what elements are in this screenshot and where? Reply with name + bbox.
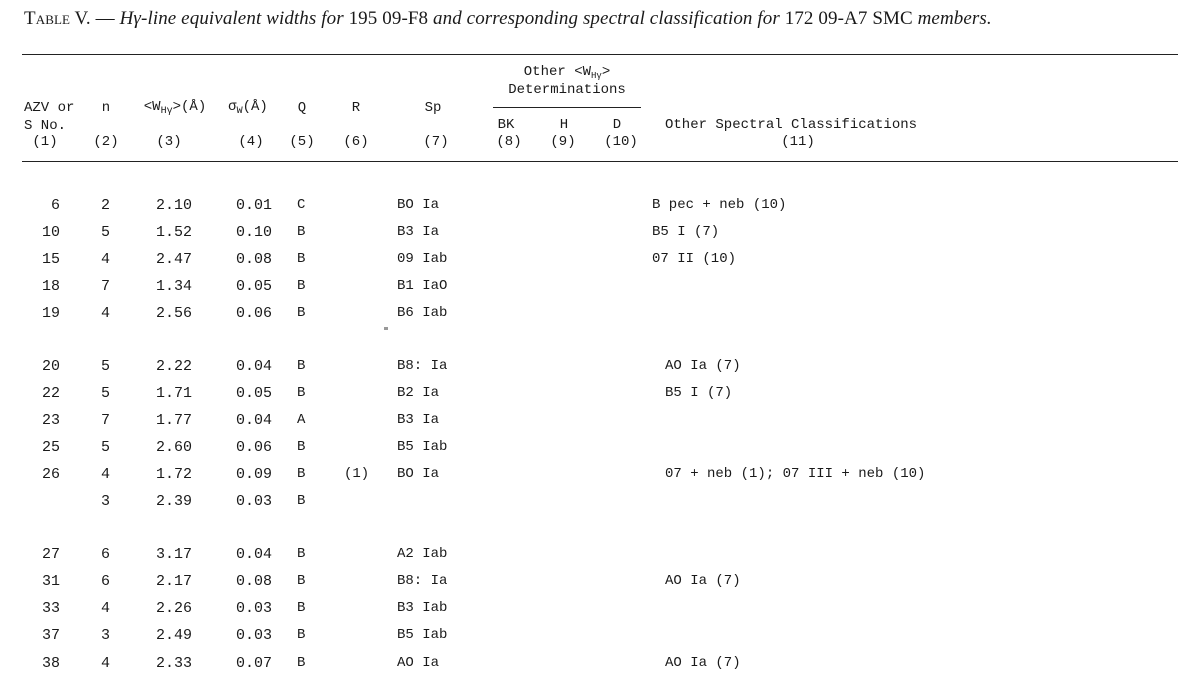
cell-n: 7 <box>101 278 111 295</box>
table-row <box>0 278 1186 298</box>
cell-other-spectral: B5 I (7) <box>665 385 733 401</box>
cell-q: B <box>297 627 306 643</box>
header-n-number: (2) <box>93 134 119 150</box>
cell-other-spectral: 07 II (10) <box>652 251 737 267</box>
caption-range-2: 09-A7 <box>818 8 868 29</box>
cell-q: B <box>297 573 306 589</box>
cell-q: B <box>297 466 306 482</box>
cell-sp: B3 Iab <box>397 600 448 616</box>
header-w-sub: Hγ <box>160 106 173 117</box>
header-w-number: (3) <box>156 134 182 150</box>
cell-n: 5 <box>101 224 111 241</box>
cell-n: 5 <box>101 439 111 456</box>
cell-q: B <box>297 600 306 616</box>
cell-other-spectral: B5 I (7) <box>652 224 720 240</box>
cell-w: 3.17 <box>156 546 193 563</box>
cell-q: B <box>297 278 306 294</box>
header-n: n <box>101 100 111 116</box>
header-sp: Sp <box>424 100 442 116</box>
cell-azv: 31 <box>41 573 60 590</box>
caption-count-2: 172 <box>784 8 814 29</box>
cell-q: B <box>297 493 306 509</box>
cell-azv: 37 <box>41 627 60 644</box>
cell-azv: 20 <box>41 358 60 375</box>
cell-other-spectral: B pec + neb (10) <box>652 197 787 213</box>
cell-sigma: 0.03 <box>236 493 273 510</box>
cell-azv: 38 <box>41 655 60 672</box>
cell-sigma: 0.05 <box>236 278 273 295</box>
cell-sp: B1 IaO <box>397 278 448 294</box>
cell-sp: A2 Iab <box>397 546 448 562</box>
cell-sigma: 0.04 <box>236 546 273 563</box>
table-label: Table V. <box>24 8 91 29</box>
table-row <box>0 466 1186 486</box>
cell-azv: 26 <box>41 466 60 483</box>
caption-text-2: and corresponding spectral classification for <box>433 8 780 29</box>
cell-sigma: 0.10 <box>236 224 273 241</box>
cell-w: 2.17 <box>156 573 193 590</box>
cell-n: 3 <box>101 627 111 644</box>
cell-sigma: 0.08 <box>236 251 273 268</box>
scan-speck <box>384 327 388 330</box>
header-other-spectral-number: (11) <box>781 134 815 150</box>
table-row <box>0 385 1186 405</box>
table-row <box>0 305 1186 325</box>
header-sigma-main: σ <box>228 99 237 115</box>
caption-dash: — <box>95 8 115 29</box>
cell-other-spectral: 07 + neb (1); 07 III + neb (10) <box>665 466 926 482</box>
caption-text-1: Hγ-line equivalent widths for <box>119 8 344 29</box>
cell-sigma: 0.08 <box>236 573 273 590</box>
cell-w: 2.22 <box>156 358 193 375</box>
cell-sp: B5 Iab <box>397 439 448 455</box>
cell-sigma: 0.01 <box>236 197 273 214</box>
cell-sp: 09 Iab <box>397 251 448 267</box>
table-row <box>0 627 1186 647</box>
cell-n: 4 <box>101 466 111 483</box>
cell-n: 7 <box>101 412 111 429</box>
header-sigma-number: (4) <box>238 134 264 150</box>
cell-w: 1.77 <box>156 412 193 429</box>
table-row <box>0 546 1186 566</box>
cell-n: 4 <box>101 305 111 322</box>
table-caption <box>24 8 1184 30</box>
header-sigma-close: (Å) <box>242 99 268 115</box>
header-q: Q <box>297 100 307 116</box>
cell-w: 1.71 <box>156 385 193 402</box>
cell-other-spectral: AO Ia (7) <box>665 358 741 374</box>
caption-count-1: 195 <box>348 8 378 29</box>
cell-sp: B5 Iab <box>397 627 448 643</box>
cell-sp: BO Ia <box>397 466 440 482</box>
table-row <box>0 600 1186 620</box>
cell-sigma: 0.03 <box>236 627 273 644</box>
header-r-number: (6) <box>343 134 369 150</box>
header-d-number: (10) <box>604 134 638 150</box>
header-r: R <box>351 100 361 116</box>
header-azv-line1: AZV or <box>24 100 75 116</box>
header-w-close: >(Å) <box>172 99 207 115</box>
caption-text-3: members. <box>917 8 992 29</box>
cell-sp: B6 Iab <box>397 305 448 321</box>
cell-sp: B2 Ia <box>397 385 440 401</box>
cell-azv: 33 <box>41 600 60 617</box>
cell-other-spectral: AO Ia (7) <box>665 655 741 671</box>
cell-w: 2.60 <box>156 439 193 456</box>
cell-sigma: 0.04 <box>236 412 273 429</box>
header-h-number: (9) <box>550 134 576 150</box>
caption-range-1: 09-F8 <box>382 8 429 29</box>
header-other-w-line2: Determinations <box>508 82 626 98</box>
cell-w: 2.56 <box>156 305 193 322</box>
header-azv-number: (1) <box>32 134 58 150</box>
header-q-number: (5) <box>289 134 315 150</box>
cell-sigma: 0.06 <box>236 305 273 322</box>
cell-sigma: 0.03 <box>236 600 273 617</box>
cell-q: B <box>297 358 306 374</box>
header-sp-number: (7) <box>423 134 449 150</box>
cell-sp: B8: Ia <box>397 573 448 589</box>
cell-r: (1) <box>344 466 370 482</box>
cell-q: B <box>297 439 306 455</box>
cell-sigma: 0.07 <box>236 655 273 672</box>
cell-sp: AO Ia <box>397 655 440 671</box>
cell-w: 1.34 <box>156 278 193 295</box>
header-d: D <box>612 117 622 133</box>
cell-q: B <box>297 546 306 562</box>
cell-n: 4 <box>101 600 111 617</box>
cell-q: B <box>297 224 306 240</box>
table-row <box>0 358 1186 378</box>
cell-azv: 25 <box>41 439 60 456</box>
cell-w: 2.39 <box>156 493 193 510</box>
cell-w: 2.33 <box>156 655 193 672</box>
cell-q: B <box>297 251 306 267</box>
cell-sp: BO Ia <box>397 197 440 213</box>
header-sigma-sub: W <box>236 106 243 117</box>
cell-azv: 10 <box>41 224 60 241</box>
cell-w: 1.52 <box>156 224 193 241</box>
cell-n: 4 <box>101 251 111 268</box>
header-equivalent-width <box>144 99 206 115</box>
header-sigma <box>228 99 268 115</box>
cell-azv: 15 <box>41 251 60 268</box>
table-row <box>0 493 1186 513</box>
header-other-w-close: > <box>601 64 611 80</box>
table-row <box>0 573 1186 593</box>
header-other-w-line1 <box>524 64 610 80</box>
header-bk: BK <box>497 117 515 133</box>
cell-n: 5 <box>101 385 111 402</box>
table-row <box>0 251 1186 271</box>
cell-sigma: 0.09 <box>236 466 273 483</box>
cell-azv: 23 <box>41 412 60 429</box>
cell-n: 2 <box>101 197 111 214</box>
cell-n: 5 <box>101 358 111 375</box>
top-rule <box>22 54 1178 55</box>
header-bk-number: (8) <box>496 134 522 150</box>
header-other-w-sub: Hγ <box>591 71 602 81</box>
table-row <box>0 197 1186 217</box>
cell-other-spectral: AO Ia (7) <box>665 573 741 589</box>
cell-w: 2.26 <box>156 600 193 617</box>
header-other-w-open: Other <W <box>523 64 591 80</box>
header-other-spectral: Other Spectral Classifications <box>665 117 918 133</box>
cell-azv: 6 <box>50 197 60 214</box>
header-rule <box>22 161 1178 162</box>
cell-sigma: 0.05 <box>236 385 273 402</box>
cell-azv: 18 <box>41 278 60 295</box>
cell-azv: 19 <box>41 305 60 322</box>
spanner-rule <box>493 107 641 108</box>
cell-sigma: 0.04 <box>236 358 273 375</box>
table-row <box>0 439 1186 459</box>
cell-sp: B8: Ia <box>397 358 448 374</box>
cell-q: A <box>297 412 306 428</box>
table-row <box>0 412 1186 432</box>
cell-w: 2.47 <box>156 251 193 268</box>
header-h: H <box>559 117 569 133</box>
cell-w: 2.49 <box>156 627 193 644</box>
cell-n: 3 <box>101 493 111 510</box>
cell-azv: 27 <box>41 546 60 563</box>
cell-q: B <box>297 305 306 321</box>
cell-n: 6 <box>101 546 111 563</box>
cell-sp: B3 Ia <box>397 224 440 240</box>
cell-w: 1.72 <box>156 466 193 483</box>
cell-sigma: 0.06 <box>236 439 273 456</box>
header-azv-line2: S No. <box>24 118 67 134</box>
cell-sp: B3 Ia <box>397 412 440 428</box>
table-row <box>0 224 1186 244</box>
cell-n: 4 <box>101 655 111 672</box>
table-row <box>0 655 1186 675</box>
cell-q: B <box>297 655 306 671</box>
caption-smc: SMC <box>872 8 913 29</box>
cell-azv: 22 <box>41 385 60 402</box>
cell-w: 2.10 <box>156 197 193 214</box>
cell-q: C <box>297 197 306 213</box>
header-w-open: <W <box>143 99 161 115</box>
cell-n: 6 <box>101 573 111 590</box>
cell-q: B <box>297 385 306 401</box>
